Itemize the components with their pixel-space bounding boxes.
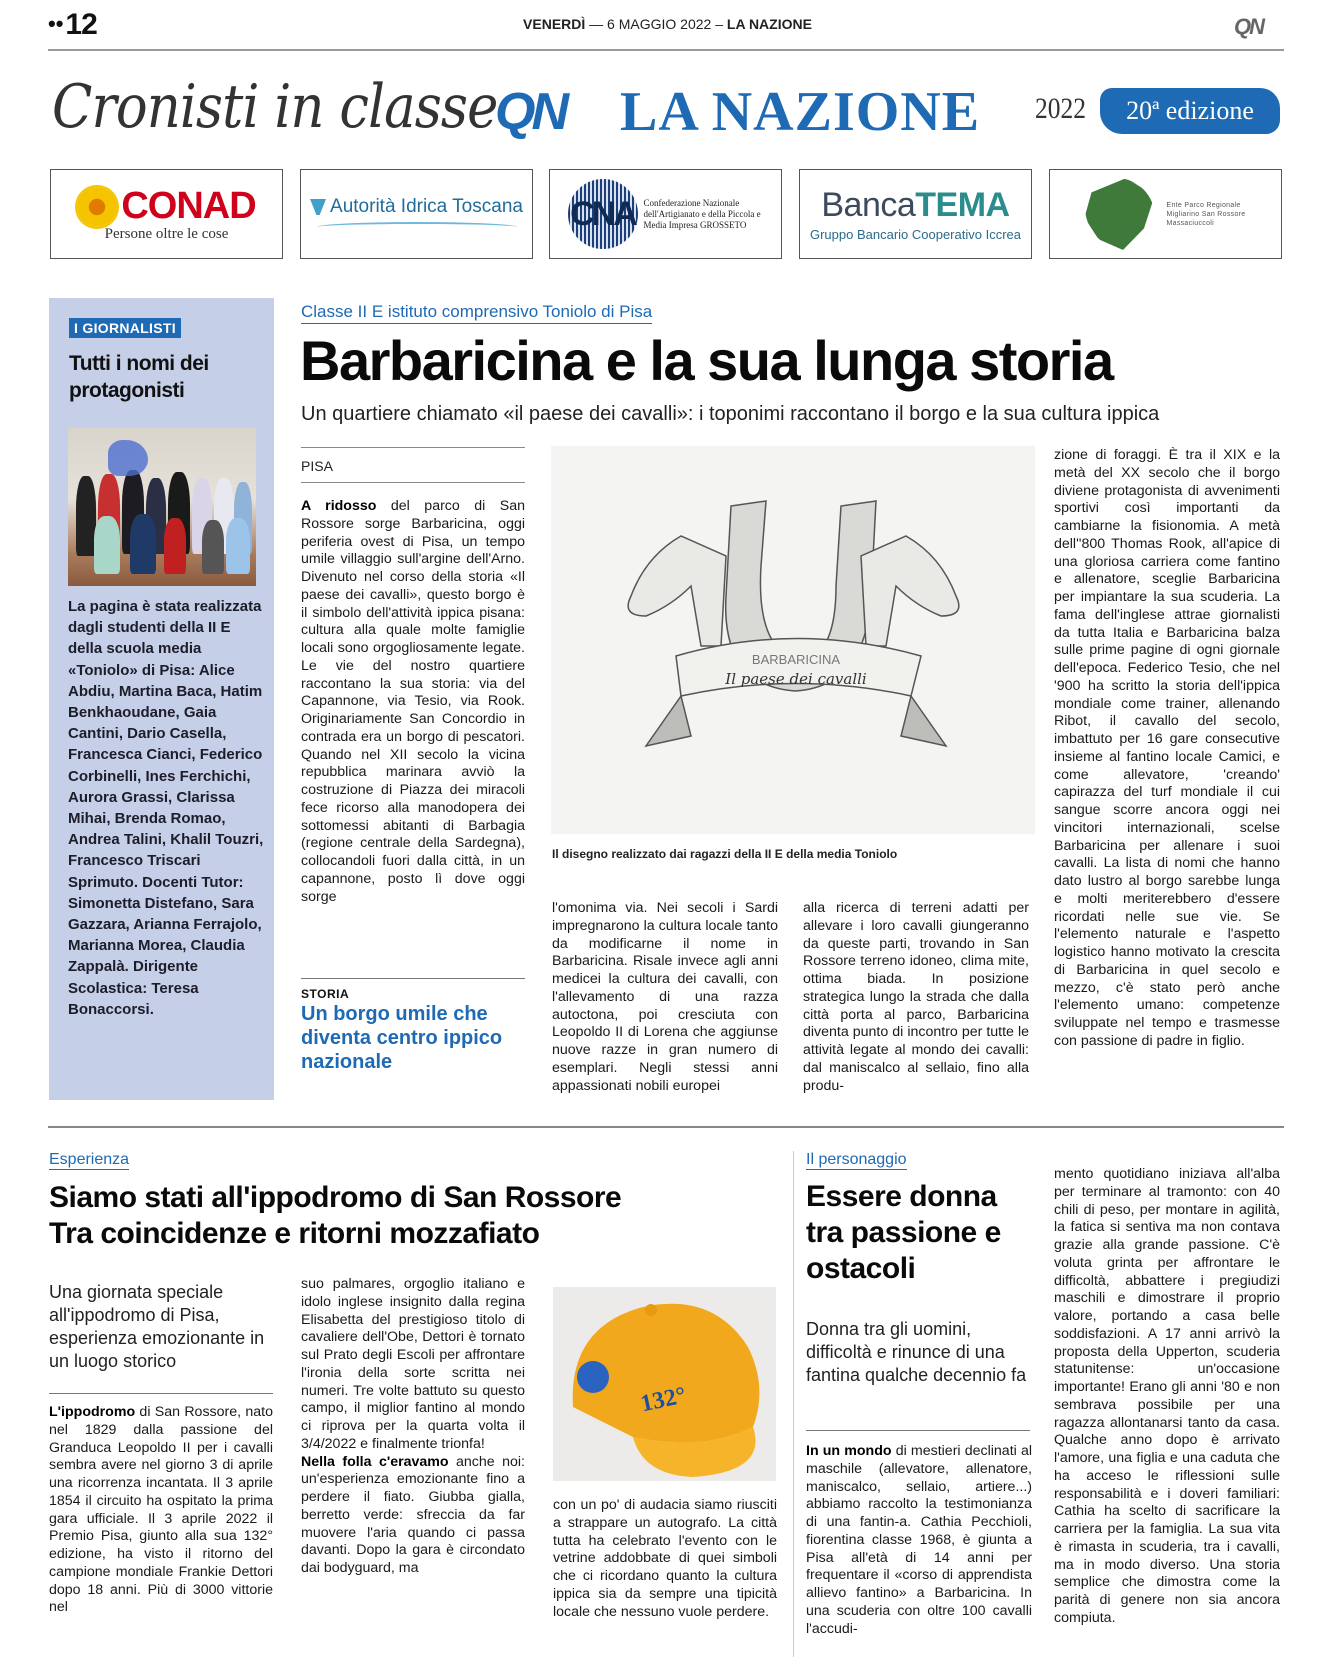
- drawing-caption: Il disegno realizzato dai ragazzi della II E della media Toniolo: [552, 847, 898, 861]
- person-headline: Essere donna tra passione e ostacoli: [806, 1180, 1001, 1285]
- column-divider: [793, 1151, 794, 1657]
- drawing-text-top: BARBARICINA: [751, 652, 841, 667]
- sponsor-name-b: TEMA: [915, 186, 1010, 224]
- header-divider: [48, 49, 1284, 51]
- qn-masthead-logo: QN: [495, 83, 565, 141]
- person-lead: In un mondo: [806, 1443, 892, 1459]
- ribbon-tail-left: [646, 696, 691, 746]
- dateline: [0, 16, 1335, 32]
- main-column-3: alla ricerca di terreni adatti per allevare i loro cavalli giungeranno da queste parti, trovando in San Rossore terreno idoneo, clima mite, ottima biada. In posizione strategica lungo la strada che dalla città porta al parco, Barbaricina diventa punto di incontro per tutte le attività legate al mondo dei cavalli: dal maniscalco al sellaio, fino alla produ-: [803, 900, 1029, 1094]
- divider: [301, 482, 525, 483]
- sponsor-name: [821, 186, 1009, 225]
- sponsor-tagline: Persone oltre le cose: [104, 226, 229, 242]
- person-col1-text: di mestieri declinati al maschile (allevatore, allenatore, maniscalco, sellaio, artiere...) abbiamo raccolto la testimonianza di una fantin-a. Cathia Pecchioli, fiorentina classe 1968, è giunta a Pisa all'età di 14 anni per frequentare il «corso di apprendista allievo fantino» a Barbaricina. In una scuderia con oltre 100 cavalli l'accudi-: [806, 1443, 1032, 1637]
- cap-photo: [553, 1287, 776, 1481]
- dateline-sep: —: [589, 16, 608, 32]
- dateline-date: 6 MAGGIO 2022: [607, 16, 712, 32]
- experience-column-1: [49, 1404, 273, 1617]
- divider: [49, 1393, 273, 1394]
- person-summary: Donna tra gli uomini, difficoltà e rinunce di una fantina qualche decennio fa: [806, 1319, 1027, 1385]
- main-column-2: l'omonima via. Nei secoli i Sardi impregnarono la cultura locale tanto da modificarne il nome in Barbaricina. Risale invece agli anni medicei la cultura dei cavalli, con l'allevamento di una razza autoctona, poi cresciuta con Leopoldo II di Lorena che aggiunse nuove razze in gran numero di esemplari. Negli stessi anni appassionati nobili europei: [552, 900, 778, 1094]
- photo-figure: [202, 520, 224, 574]
- sponsor-name: Ente Parco Regionale Migliarino San Rossore Massaciuccoli: [1166, 201, 1246, 227]
- experience-kicker: Esperienza: [49, 1151, 130, 1168]
- photo-figure: [130, 514, 156, 574]
- main-lead: A ridosso: [301, 498, 377, 514]
- flower-icon: [77, 187, 117, 227]
- drawing-svg: [551, 446, 1035, 834]
- experience-col2-text-a: suo palmares, orgoglio italiano e idolo inglese insignito dalla regina Elisabetta del prestigioso titolo di cavaliere dell'Obe, Dettori è tornato sul Prato degli Escoli per affrontare l'ironia della sorte scritta nei numeri. Tre volte battuto su questo campo, il miglior fantino al mondo ci riprova per la quarta volta il 3/4/2022 e finalmente trionfa!: [301, 1276, 525, 1452]
- tuscany-icon: [310, 199, 326, 215]
- experience-col2-lead: Nella folla c'eravamo: [301, 1453, 449, 1470]
- photo-mural: [108, 440, 148, 476]
- page-dots: ••: [48, 11, 64, 36]
- series-title: Cronisti in classe: [52, 72, 498, 142]
- experience-headline-line2: Tra coincidenze e ritorni mozzafiato: [49, 1217, 540, 1250]
- divider: [301, 447, 525, 448]
- dateline-day: VENERDÌ: [523, 16, 586, 32]
- experience-headline: [49, 1180, 789, 1252]
- wave-icon: [317, 222, 517, 232]
- sponsor-tagline: Gruppo Bancario Cooperativo Iccrea: [809, 227, 1021, 242]
- main-column-4: zione di foraggi. È tra il XIX e la metà del XX secolo che il borgo diviene protagonista di avvenimenti sportivi così importanti da cambiarne la fisionomia. A metà dell''800 Thomas Rook, all'apice di una gloriosa carriera come fantino e allenatore, sceglie Barbaricina per impiantare la sua scuderia. La fama dell'inglese attrae giornalisti da tutta Italia e Barbaricina balza sulle prime pagine di ogni giornale dell'epoca. Federico Tesio, che nel '900 ha scritto la storia dell'ippica mondiale come trainer, allenando Ribot, il cavallo del secolo, imbattuto per 16 gare consecutive insieme al fantino locale Camici, e come allevatore, 'creando' capirazza del turf mondiale il cui sangue scorre ancora oggi nei vincitori internazionali, scelse Barbaricina per allenare i suoi cavalli. La lista di nomi che hanno dato lustro al borgo sarebbe lunga e molti meriterebbero d'essere ricordati nelle sue vie. Se l'elemento naturale e l'aspetto logistico hanno motivato la crescita di Barbaricina in quel secolo e mezzo, c'è stato però anche l'elemento umano: competenze sviluppate nel tempo e trasmesse con passione di padre in figlio.: [1054, 447, 1280, 1049]
- sponsor-name: Autorità Idrica Toscana: [330, 196, 523, 217]
- box-title: Un borgo umile che diventa centro ippico nazionale: [301, 1003, 503, 1073]
- photo-figure: [226, 518, 250, 574]
- experience-col2-text-b: anche noi: un'esperienza emozionante fino a perdere il fiato. Giubba gialla, berretto verde: sfreccia da far muovere l'aria quando ci passa davanti. Dopo la gara è circondato dai bodyguard, ma: [301, 1453, 525, 1576]
- horse-right: [861, 536, 959, 646]
- cap-svg: [553, 1287, 776, 1481]
- experience-column-2: [301, 1276, 525, 1578]
- main-col1-text: del parco di San Rossore sorge Barbaricina, oggi periferia ovest di Pisa, un tempo umile villaggio sull'argine dell'Arno. Divenuto nel corso della storia «Il paese dei cavalli», questo borgo è il simbolo dell'attività ippica pisana: cultura alla quale molte famiglie locali sono orgogliosamente legate. Le vie del nostro quartiere raccontano la sua storia: via del Capannone, via Tesio, via Rook. Originariamente San Concordio in contrada era un borgo di pescatori. Quando nel XII secolo la vicina repubblica marinara avviò la costruzione di Piazza dei miracoli fece ricorso alla manodopera dei sottomessi abitanti di Barbagia (regione centrale della Sardegna), collocandoli fuori dalla città, in un capannone, posto lì dove oggi sorge: [301, 498, 526, 905]
- experience-col1-text: di San Rossore, nato nel 1829 dalla passione del Granduca Leopoldo II per i cavalli sembra avere nel giorno 3 di aprile una ricorrenza incantata. Il 3 aprile 1854 il circuito ha ospitato la prima gara ufficiale. Il 3 aprile 2022 il Premio Pisa, giunto alla sua 132° edizione, ha visto il ritorno del campione mondiale Frankie Dettori dopo 18 anni. Più di 3000 vittorie nel: [49, 1404, 273, 1616]
- sidebar-title: Tutti i nomi dei protagonisti: [69, 352, 209, 402]
- main-headline: Barbaricina e la sua lunga storia: [300, 329, 1113, 392]
- sidebar-credits: [68, 596, 268, 1020]
- qn-logo-icon: QN: [1234, 14, 1263, 39]
- box-label: STORIA: [301, 987, 350, 1001]
- drawing-text-bottom: Il paese dei cavalli: [725, 670, 867, 688]
- sponsor-name-a: Banca: [821, 186, 916, 224]
- dateline-newspaper: LA NAZIONE: [726, 16, 812, 32]
- photo-figure: [76, 476, 96, 556]
- sponsor-name: CONAD: [121, 185, 256, 227]
- newspaper-name: LA NAZIONE: [620, 81, 981, 143]
- edition-badge: 20ª edizione: [1100, 88, 1280, 134]
- sponsor-conad: [50, 169, 283, 259]
- divider: [806, 1430, 1030, 1431]
- horse-left: [628, 536, 726, 646]
- main-column-1: [301, 498, 525, 906]
- sponsor-bancatema: [799, 169, 1032, 259]
- sponsor-tagline: Confederazione Nazionale dell'Artigianato e della Piccola e Media Impresa GROSSETO: [643, 197, 761, 230]
- main-subheadline: Un quartiere chiamato «il paese dei cavalli»: i toponimi raccontano il borgo e la sua cultura ippica: [301, 403, 1160, 425]
- experience-lead: L'ippodromo: [49, 1404, 136, 1420]
- cap-emblem: [577, 1361, 609, 1393]
- sponsor-ait: [300, 169, 533, 259]
- main-kicker: Classe II E istituto comprensivo Toniolo di Pisa: [301, 302, 652, 324]
- sponsor-cna: [549, 169, 782, 259]
- section-divider: [48, 1126, 1284, 1128]
- ribbon-tail-right: [901, 696, 946, 746]
- photo-figure: [94, 516, 120, 574]
- sponsor-parco: [1049, 169, 1282, 259]
- photo-figure: [164, 518, 186, 574]
- masthead-year: 2022: [1035, 92, 1086, 125]
- person-kicker: Il personaggio: [806, 1151, 907, 1168]
- sidebar-lead: La pagina: [68, 598, 139, 615]
- sidebar-kicker: I GIORNALISTI: [69, 318, 181, 338]
- cap-text: 132°: [638, 1382, 689, 1418]
- cna-logo-icon: CNA: [568, 179, 638, 249]
- experience-summary: Una giornata speciale all'ippodromo di Pisa, esperienza emozionante in un luogo storico: [49, 1282, 265, 1371]
- person-column-2: mento quotidiano iniziava all'alba per terminare al tramonto: con 40 chili di peso, per montare in agilità, la fatica si sentiva ma non contava grazie alla grande passione. C'è voluta grinta per affrontare le difficoltà, abbattere i pregiudizi maschili e dimostrare il proprio valore, portando a casa belle soddisfazioni. A 17 anni arrivò la proposta della Upperton, scuderia statunitense: un'occasione importante! Erano gli anni '80 e non sembrava possibile per una ragazza allontanarsi tanto da casa. Qualche anno dopo è arrivato l'amore, una figlia e una caduta che ha acceso le riflessioni sulle responsabilità e i doveri familiari: Cathia ha scelto di sacrificare la carriera per la famiglia. La sua vita è rimasta in scuderia, tra i cavalli, ma in modo diverso. Una storia semplice che dimostra come la parità di genere non sia ancora compiuta.: [1054, 1166, 1280, 1626]
- experience-column-3: con un po' di audacia siamo riusciti a strappare un autografo. La città tutta ha celebrato l'evento con le vetrine addobbate di quei simboli che ci ricordano quanto la cultura ippica sia da sempre una tipicità locale che nessuno vuole perdere.: [553, 1497, 777, 1620]
- tree-icon: [1085, 178, 1155, 250]
- dateline-sep2: –: [715, 16, 727, 32]
- cap-button: [645, 1304, 657, 1316]
- sidebar-body-text: è stata realizzata dagli studenti della II E della scuola media «Toniolo» di Pisa: Alice Abdiu, Martina Baca, Hatim Benkhaoudane, Gaia Cantini, Dario Casella, Francesca Cianci, Federico Corbinelli, Ines Ferchichi, Aurora Grassi, Clarissa Mihai, Brenda Romao, Andrea Talini, Khalil Touzri, Francesco Triscari Sprimuto. Docenti Tutor: Simonetta Distefano, Sara Gazzara, Arianna Ferrajolo, Marianna Morea, Claudia Zappalà. Dirigente Scolastica: Teresa Bonaccorsi.: [68, 598, 264, 1018]
- page-number-value: 12: [65, 8, 97, 41]
- experience-headline-line1: Siamo stati all'ippodromo di San Rossore: [49, 1181, 622, 1214]
- class-photo: [68, 428, 256, 586]
- person-column-1: [806, 1443, 1032, 1638]
- horseshoe-drawing: [551, 446, 1035, 834]
- dateline-place: PISA: [301, 458, 333, 474]
- divider: [301, 978, 525, 979]
